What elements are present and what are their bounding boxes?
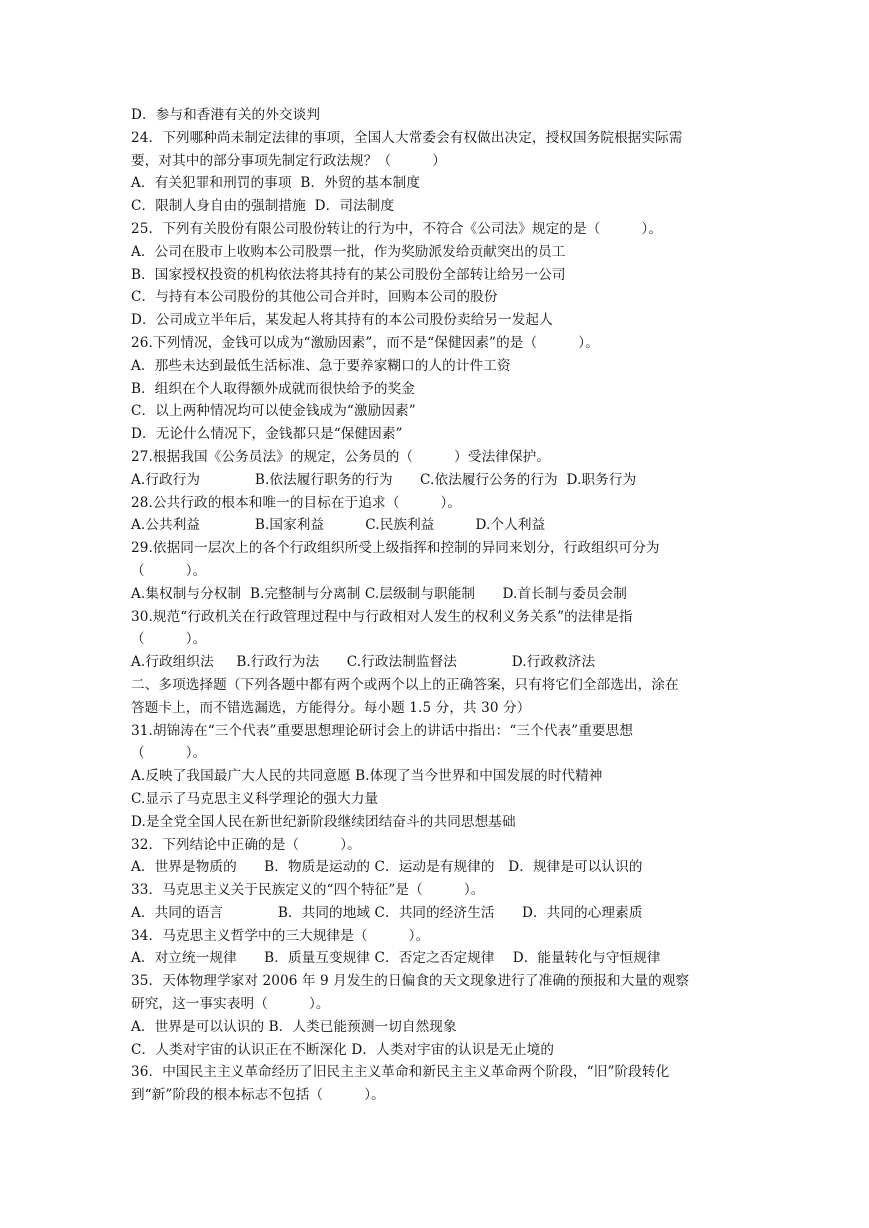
text-line: B．国家授权投资的机构依法将其持有的某公司股份全部转让给另一公司 xyxy=(131,266,566,283)
text-line: C.显示了马克思主义科学理论的强大力量 xyxy=(131,790,379,807)
text-line: C．以上两种情况均可以使金钱成为“激励因素” xyxy=(131,403,416,420)
text-line: D．参与和香港有关的外交谈判 xyxy=(131,107,321,123)
text-line: A.集权制与分权制 B.完整制与分离制 C.层级制与职能制 D.首长制与委员会制 xyxy=(131,585,627,602)
text-line: A．那些未达到最低生活标准、急于要养家糊口的人的计件工资 xyxy=(131,357,511,374)
text-line: A．公司在股市上收购本公司股票一批，作为奖励派发给贡献突出的员工 xyxy=(131,243,566,260)
question-text-block xyxy=(131,104,751,1107)
text-line: A.行政组织法 B.行政行为法 C.行政法制监督法 D.行政救济法 xyxy=(131,654,596,671)
text-line: 28.公共行政的根本和唯一的目标在于追求（ ）。 xyxy=(131,494,462,511)
text-line: A．共同的语言 B．共同的地域 C．共同的经济生活 D．共同的心理素质 xyxy=(131,904,643,921)
text-line: B．组织在个人取得额外成就而很快给予的奖金 xyxy=(131,380,415,397)
text-line: 研究，这一事实表明（ ）。 xyxy=(131,996,330,1013)
text-line: 34．马克思主义哲学中的三大规律是（ ）。 xyxy=(131,927,430,944)
text-line: A.公共利益 B.国家利益 C.民族利益 D.个人利益 xyxy=(131,517,546,534)
text-line: 25．下列有关股份有限公司股份转让的行为中，不符合《公司法》规定的是（ ）。 xyxy=(131,220,663,237)
text-line: 33．马克思主义关于民族定义的“四个特征”是（ ）。 xyxy=(131,882,485,899)
text-line: D.是全党全国人民在新世纪新阶段继续团结奋斗的共同思想基础 xyxy=(131,813,516,830)
text-line: 到“新”阶段的根本标志不包括（ ）。 xyxy=(131,1087,385,1104)
text-line: D．无论什么情况下，金钱都只是“保健因素” xyxy=(131,426,403,443)
text-line: A.行政行为 B.依法履行职务的行为 C.依法履行公务的行为 D.职务行为 xyxy=(131,471,637,488)
text-line: A．世界是可以认识的 B．人类已能预测一切自然现象 xyxy=(131,1018,457,1035)
text-line: 26.下列情况，金钱可以成为“激励因素”，而不是“保健因素”的是（ ）。 xyxy=(131,334,599,351)
text-line: （ ）。 xyxy=(131,562,207,579)
text-line: A．世界是物质的 B．物质是运动的 C．运动是有规律的 D．规律是可以认识的 xyxy=(131,859,643,876)
text-line: 答题卡上，而不错选漏选，方能得分。每小题 1.5 分，共 30 分） xyxy=(131,699,531,716)
text-line: A．有关犯罪和刑罚的事项 B．外贸的基本制度 xyxy=(131,175,421,192)
text-line: （ ）。 xyxy=(131,631,207,648)
text-line: 30.规范“行政机关在行政管理过程中与行政相对人发生的权利义务关系”的法律是指 xyxy=(131,608,633,625)
text-line: A．对立统一规律 B．质量互变规律 C．否定之否定规律 D．能量转化与守恒规律 xyxy=(131,950,661,967)
text-line: C．与持有本公司股份的其他公司合并时，回购本公司的股份 xyxy=(131,289,498,306)
text-line: 29.依据同一层次上的各个行政组织所受上级指挥和控制的异同来划分，行政组织可分为 xyxy=(131,540,660,557)
text-line: 31.胡锦涛在“三个代表”重要思想理论研讨会上的讲话中指出：“三个代表”重要思想 xyxy=(131,722,634,739)
text-line: 要，对其中的部分事项先制定行政法规？（ ） xyxy=(131,152,446,169)
text-line: （ ）。 xyxy=(131,745,207,762)
text-line: A.反映了我国最广大人民的共同意愿 B.体现了当今世界和中国发展的时代精神 xyxy=(131,768,603,785)
text-line: 36．中国民主主义革命经历了旧民主主义革命和新民主主义革命两个阶段，“旧”阶段转化 xyxy=(131,1064,670,1081)
text-line: C．人类对宇宙的认识正在不断深化 D．人类对宇宙的认识是无止境的 xyxy=(131,1041,555,1058)
text-line: 35．天体物理学家对 2006 年 9 月发生的日偏食的天文现象进行了准确的预报和大量的观察 xyxy=(131,973,690,990)
text-line: D．公司成立半年后，某发起人将其持有的本公司股份卖给另一发起人 xyxy=(131,312,553,329)
text-line: 27.根据我国《公务员法》的规定，公务员的（ ）受法律保护。 xyxy=(131,448,551,465)
text-line: 二、多项选择题（下列各题中都有两个或两个以上的正确答案，只有将它们全部选出，涂在 xyxy=(131,676,679,693)
text-line: C．限制人身自由的强制措施 D．司法制度 xyxy=(131,198,395,215)
text-line: 24．下列哪种尚未制定法律的事项，全国人大常委会有权做出决定，授权国务院根据实际需 xyxy=(131,129,683,146)
text-line: 32．下列结论中正确的是（ ）。 xyxy=(131,836,361,853)
